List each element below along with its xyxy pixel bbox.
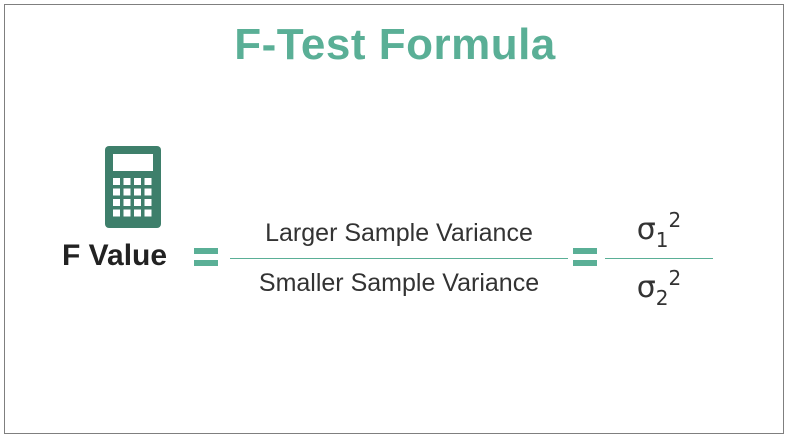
calculator-key: [113, 199, 120, 206]
sigma2-superscript: 2: [668, 266, 682, 290]
calculator-key: [124, 178, 131, 185]
calculator-key: [134, 178, 141, 185]
sigma2-squared: [605, 266, 713, 310]
calculator-key: [134, 210, 141, 217]
numerator-text: Larger Sample Variance: [265, 219, 533, 247]
calculator-key: [134, 199, 141, 206]
calculator-key: [124, 189, 131, 196]
fraction-line: [605, 258, 713, 259]
calculator-key: [113, 178, 120, 185]
calculator-key: [145, 178, 152, 185]
denominator-text: Smaller Sample Variance: [258, 269, 540, 297]
calculator-key: [145, 210, 152, 217]
sigma1-base: σ: [636, 212, 656, 247]
equals-icon: [573, 248, 597, 267]
calculator-key: [145, 199, 152, 206]
calculator-key: [113, 189, 120, 196]
fraction-line: [230, 258, 568, 259]
f-value-label: F Value: [62, 239, 168, 272]
calculator-key: [113, 210, 120, 217]
sigma1-subscript: 1: [655, 228, 669, 252]
calculator-key: [134, 189, 141, 196]
calculator-key: [124, 199, 131, 206]
sigma1-squared: [605, 208, 713, 252]
calculator-icon: [105, 146, 161, 228]
equals-icon: [194, 248, 218, 267]
sigma1-superscript: 2: [668, 208, 682, 232]
sigma2-subscript: 2: [655, 286, 669, 310]
calculator-key: [124, 210, 131, 217]
calculator-key: [145, 189, 152, 196]
sigma2-base: σ: [636, 270, 656, 305]
page-title: F-Test Formula: [234, 20, 556, 69]
